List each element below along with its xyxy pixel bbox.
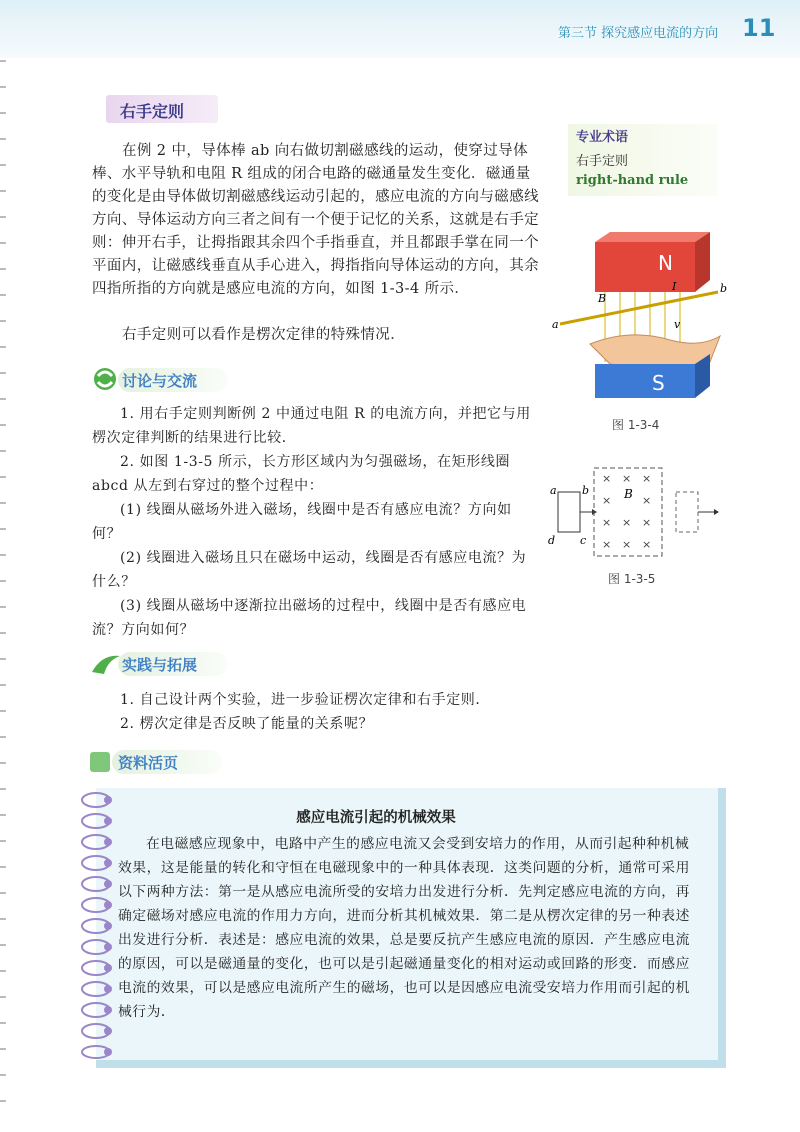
coil-label-c: c — [580, 534, 587, 547]
running-header: 第三节 探究感应电流的方向 — [558, 26, 719, 41]
notes-heading: 资料活页 — [118, 754, 179, 772]
main-paragraph-2: 右手定则可以看作是楞次定律的特殊情况． — [122, 327, 406, 343]
discussion-heading: 讨论与交流 — [122, 372, 198, 390]
section-title: 右手定则 — [120, 102, 185, 121]
svg-text:×: × — [642, 494, 652, 507]
coil — [558, 492, 580, 532]
label-field-b: B — [598, 292, 607, 305]
field-label-b: B — [624, 487, 633, 501]
conductor-rod — [560, 292, 718, 324]
discussion-item-1: 1. 用右手定则判断例 2 中通过电阻 R 的电流方向，并把它与用楞次定律判断的结果进行比较． — [92, 406, 531, 446]
discussion-icon — [92, 366, 120, 392]
magnet-s — [595, 364, 695, 398]
label-n: N — [658, 251, 673, 275]
label-s: S — [652, 371, 665, 395]
svg-text:×: × — [622, 472, 632, 485]
discussion-item-3: (1) 线圈从磁场外进入磁场，线圈中是否有感应电流？方向如何？ — [92, 502, 512, 542]
svg-text:×: × — [642, 472, 652, 485]
figure-caption-1: 图 1-3-4 — [612, 418, 660, 432]
svg-text:×: × — [602, 516, 612, 529]
coil-exit — [676, 492, 698, 532]
discussion-item-5: (3) 线圈从磁场中逐渐拉出磁场的过程中，线圈中是否有感应电流？方向如何？ — [92, 598, 527, 638]
label-a: a — [552, 318, 559, 331]
figure-caption-2: 图 1-3-5 — [608, 572, 656, 586]
label-current: I — [672, 280, 677, 293]
discussion-item-4: (2) 线圈进入磁场且只在磁场中运动，线圈是否有感应电流？为什么？ — [92, 550, 527, 590]
glossary-term-en: right-hand rule — [576, 173, 689, 188]
coil-label-a: a — [550, 484, 557, 497]
label-velocity: v — [674, 318, 681, 331]
spiral-binding — [70, 790, 116, 1060]
glossary-box — [568, 124, 718, 196]
svg-text:×: × — [642, 516, 652, 529]
figure-coil-field — [548, 464, 728, 559]
discussion-item-2: 2. 如图 1-3-5 所示，长方形区域内为匀强磁场，在矩形线圈 abcd 从左到右穿过的整个过程中： — [92, 454, 511, 494]
coil-label-d: d — [548, 534, 556, 547]
svg-text:×: × — [622, 516, 632, 529]
notes-body: 在电磁感应现象中，电路中产生的感应电流又会受到安培力的作用，从而引起种种机械效果，这是能量的转化和守恒在电磁现象中的一种具体表现．这类问题的分析，通常可采用以下两种方法：第一是从感应电流所受的安培力出发进行分析．先判定感应电流的方向，再确定磁场对感应电流的作用力方向，进而分析其机械效果．第二是从楞次定律的另一种表述出发进行分析．表述是：感应电流的效果，总是要反抗产生感应电流的原因．产生感应电流的原因，可以是磁通量的变化，也可以是引起磁通量变化的相对运动或回路的形变．而感应电流的效果，可以是感应电流所产生的磁场，也可以是因感应电流受安培力作用而引起的机械行为． — [118, 836, 690, 1020]
notes-box — [96, 788, 726, 1068]
label-b: b — [720, 282, 728, 295]
practice-heading: 实践与拓展 — [122, 656, 198, 674]
main-paragraph: 在例 2 中，导体棒 ab 向右做切割磁感线的运动，使穿过导体棒、水平导轨和电阻 R 组成的闭合电路的磁通量发生变化．磁通量的变化是由导体做切割磁感线运动引起的，感应电流的方向与磁感线方向、导体运动方向三者之间有一个便于记忆的关系，这就是右手定则：伸开右手，让拇指跟其余四个手指垂直，并且都跟手掌在同一个平面内，让磁感线垂直从手心进入，拇指指向导体运动的方向，其余四指所指的方向就是感应电流的方向，如图 1-3-4 所示． — [92, 143, 539, 297]
practice-item-1: 1. 自己设计两个实验，进一步验证楞次定律和右手定则． — [120, 692, 491, 708]
coil-label-b: b — [582, 484, 590, 497]
glossary-title: 专业术语 — [576, 130, 629, 145]
svg-text:×: × — [602, 472, 612, 485]
notes-icon — [90, 752, 110, 772]
svg-text:×: × — [642, 538, 652, 551]
notes-title: 感应电流引起的机械效果 — [296, 810, 456, 826]
magnet-n — [595, 242, 695, 292]
practice-item-2: 2. 楞次定律是否反映了能量的关系呢？ — [120, 716, 374, 732]
glossary-term-cn: 右手定则 — [576, 154, 629, 169]
svg-text:×: × — [602, 494, 612, 507]
svg-text:×: × — [622, 538, 632, 551]
section-title-band — [106, 95, 218, 123]
page-number: 11 — [742, 14, 776, 42]
margin-dots — [0, 60, 6, 1120]
figure-right-hand-rule — [550, 232, 740, 408]
svg-text:×: × — [602, 538, 612, 551]
